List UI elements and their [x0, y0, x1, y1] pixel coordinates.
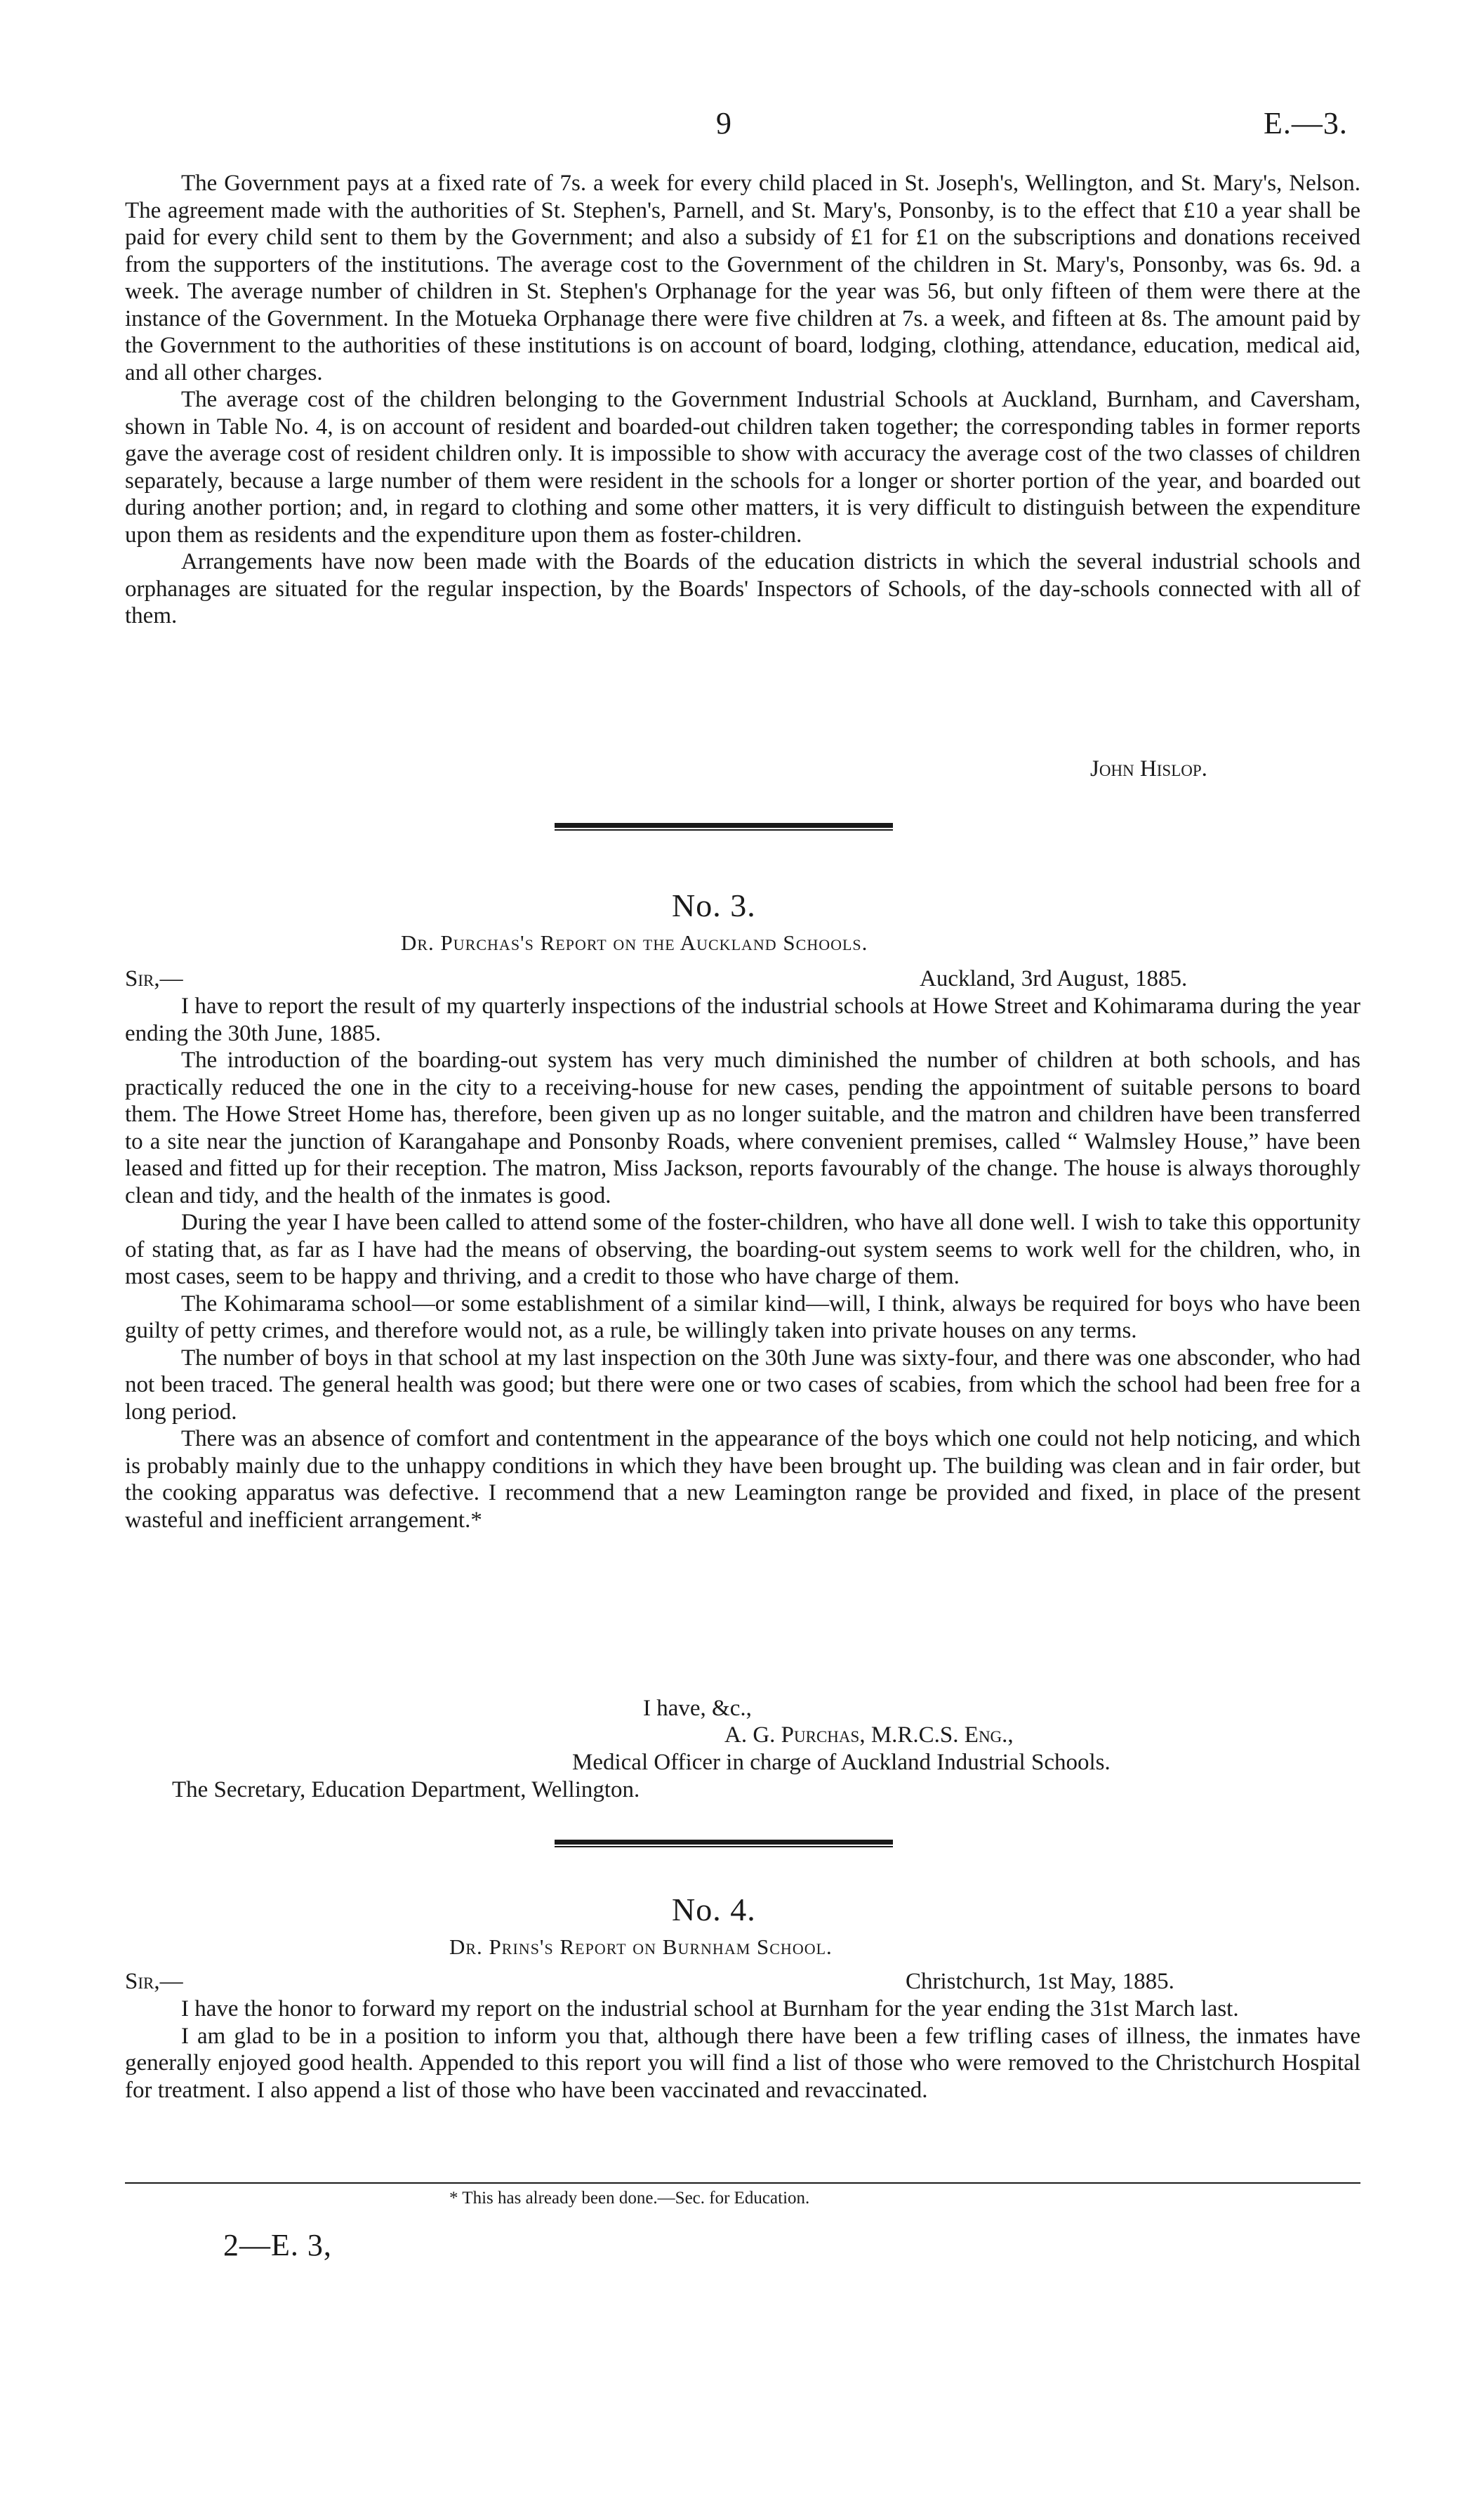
signer-title: Medical Officer in charge of Auckland Industrial Schools. — [572, 1750, 1111, 1775]
report4-body — [125, 1996, 1360, 2104]
body-paragraph: I am glad to be in a position to inform you that, although there have been a few trifling cases of illness, the inmates have generally enjoyed good health. Appended to this report you will find a list of those who were removed to the Christchurch Hospital for treatment. I also append a list of those who have been vaccinated and revaccinated. — [125, 2023, 1360, 2103]
report-number-heading: No. 4. — [672, 1892, 756, 1927]
report-title: Dr. Purchas's Report on the Auckland Schools. — [401, 930, 868, 955]
signature-john-hislop: John Hislop. — [1090, 756, 1207, 781]
salutation: Sir,— — [125, 1969, 183, 1994]
addressee: The Secretary, Education Department, Wellington. — [172, 1777, 640, 1802]
report-title: Dr. Prins's Report on Burnham School. — [449, 1934, 833, 1959]
footnote: * This has already been done.—Sec. for Education. — [449, 2189, 810, 2208]
signer-name: A. G. Purchas, M.R.C.S. Eng., — [724, 1722, 1014, 1748]
body-paragraph: I have the honor to forward my report on the industrial school at Burnham for the year ending the 31st March last. — [181, 1996, 1239, 2021]
body-paragraph: The Kohimarama school—or some establishment of a similar kind—will, I think, always be required for boys who have been guilty of petty crimes, and therefore would not, as a rule, be willingly taken into private houses on any terms. — [125, 1291, 1360, 1343]
intro-paragraph: Arrangements have now been made with the Boards of the education districts in which the several industrial schools and orphanages are situated for the regular inspection, by the Boards' Inspectors of Schools, of the day-schools connected with all of them. — [125, 549, 1360, 628]
report3-body — [125, 993, 1360, 1533]
closing-phrase: I have, &c., — [643, 1696, 752, 1721]
body-paragraph: The number of boys in that school at my last inspection on the 30th June was sixty-four, and there was one absconder, who had not been traced. The general health was good; but there were one or two cases of scabies, from which the school had been free for a long period. — [125, 1345, 1360, 1425]
section-divider — [555, 1840, 893, 1845]
body-paragraph: During the year I have been called to attend some of the foster-children, who have all done well. I wish to take this opportunity of stating that, as far as I have had the means of observing, the boarding-out system seems to work well for the children, who, in most cases, seem to be happy and thriving, and a credit to those who have charge of them. — [125, 1210, 1360, 1289]
intro-paragraph: The Government pays at a fixed rate of 7s. a week for every child placed in St. Joseph's, Wellington, and St. Mary's, Nelson. The agreement made with the authorities of St. Stephen's, Parnell, and St. Mary's, Ponsonby, is to the effect that £10 a year shall be paid for every child sent to them by the Government; and also a subsidy of £1 for £1 on the subscriptions and donations received from the supporters of the institutions. The average cost to the Government of the children in St. Mary's, Ponsonby, was 6s. 9d. a week. The average number of children in St. Stephen's Orphanage for the year was 56, but only fifteen of them were there at the instance of the Government. In the Motueka Orphanage there were five children at 7s. a week, and fifteen at 8s. The amount paid by the Government to the authorities of these institutions is on account of board, lodging, clothing, attendance, education, medical aid, and all other charges. — [125, 171, 1360, 385]
body-paragraph: I have to report the result of my quarterly inspections of the industrial schools at Howe Street and Kohimarama during the year ending the 30th June, 1885. — [125, 994, 1360, 1046]
footnote-divider — [125, 2182, 1360, 2184]
intro-section — [125, 170, 1360, 630]
page-number: 9 — [716, 106, 731, 140]
body-paragraph: There was an absence of comfort and contentment in the appearance of the boys which one could not help noticing, and which is probably mainly due to the unhappy conditions in which they have been brought up. The building was clean and in fair order, but the cooking apparatus was defective. I recommend that a new Leamington range be provided and fixed, in place of the present wasteful and inefficient arrangement.* — [125, 1426, 1360, 1533]
intro-paragraph: The average cost of the children belonging to the Government Industrial Schools at Auckland, Burnham, and Caversham, shown in Table No. 4, is on account of resident and boarded-out children taken together; the corresponding tables in former reports gave the average cost of resident children only. It is impossible to show with accuracy the average cost of the two classes of children separately, because a large number of them were resident in the schools for a longer or shorter portion of the year, and boarded out during another portion; and, in regard to clothing and some other matters, it is very difficult to distinguish between the expenditure upon them as residents and the expenditure upon them as foster-children. — [125, 387, 1360, 548]
signature-mark: 2—E. 3, — [223, 2228, 332, 2262]
salutation: Sir,— — [125, 966, 183, 991]
report-number-heading: No. 3. — [672, 888, 756, 923]
place-date: Christchurch, 1st May, 1885. — [906, 1969, 1174, 1994]
place-date: Auckland, 3rd August, 1885. — [920, 966, 1188, 991]
body-paragraph: The introduction of the boarding-out system has very much diminished the number of children at both schools, and has practically reduced the one in the city to a receiving-house for new cases, pending the appointment of suitable persons to board them. The Howe Street Home has, therefore, been given up as no longer suitable, and the matron and children have been transferred to a site near the junction of Karangahape and Ponsonby Roads, where convenient premises, called “ Walmsley House,” have been leased and fitted up for their reception. The matron, Miss Jackson, reports favourably of the change. The house is always thoroughly clean and tidy, and the health of the inmates is good. — [125, 1048, 1360, 1208]
section-divider — [555, 823, 893, 828]
document-reference: E.—3. — [1264, 106, 1348, 140]
